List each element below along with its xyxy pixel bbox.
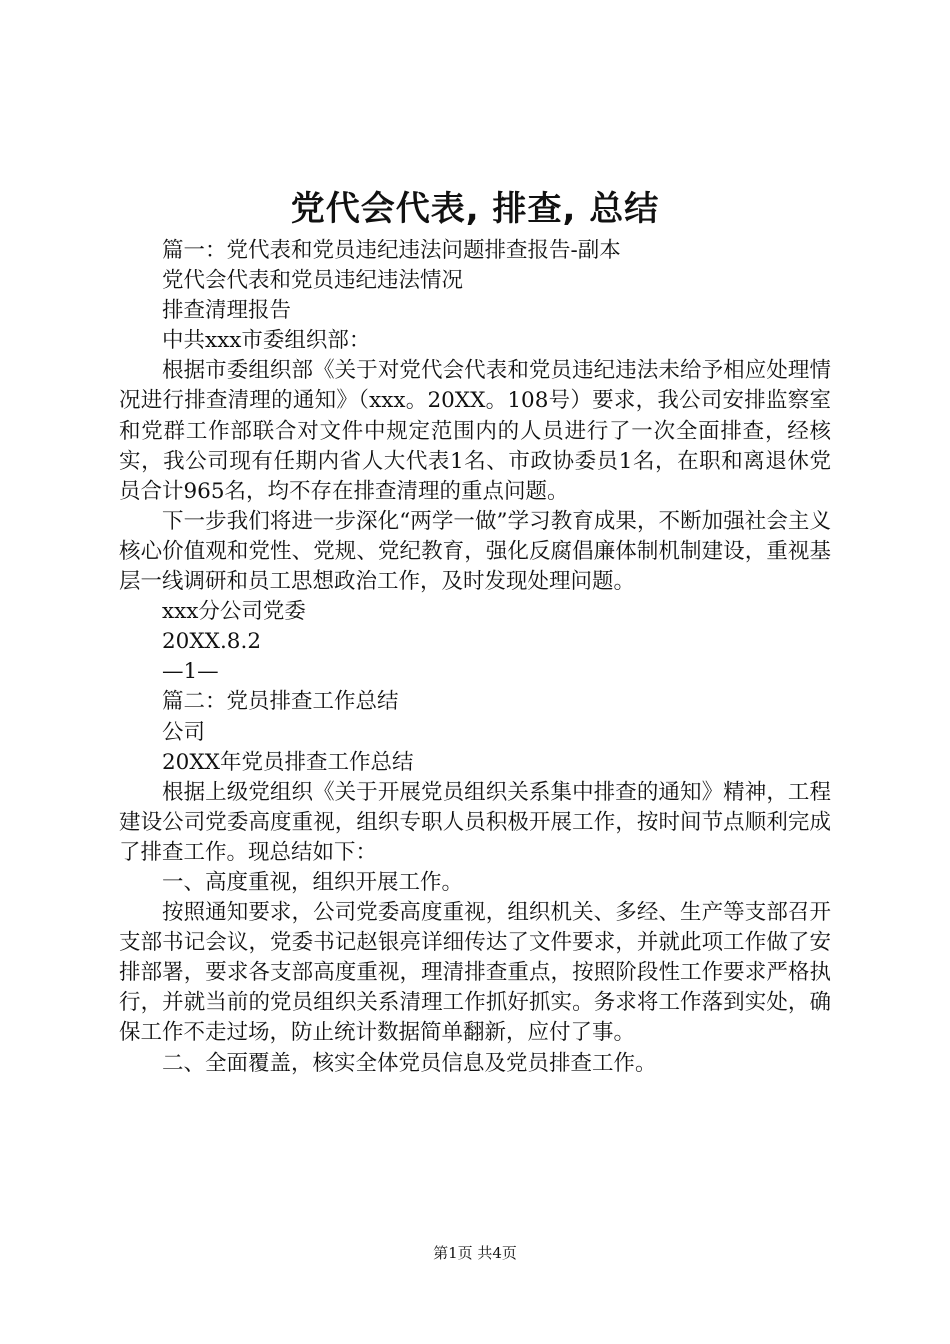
- paragraph-section-heading: 二、全面覆盖，核实全体党员信息及党员排查工作。: [162, 1050, 657, 1076]
- paragraph-summary-title: 20XX年党员排查工作总结: [162, 749, 414, 775]
- paragraph-signature: xxx分公司党委: [162, 599, 306, 625]
- paragraph-section-heading: 一、高度重视，组织开展工作。: [162, 869, 464, 895]
- paragraph-heading-part-two: 篇二：党员排查工作总结: [162, 689, 399, 715]
- document-title: 党代会代表, 排查, 总结: [290, 189, 660, 229]
- paragraph-company: 公司: [162, 719, 206, 745]
- paragraph-heading-part-one: 篇一：党代表和党员违纪违法问题排查报告-副本: [162, 238, 621, 263]
- paragraph-report-title-line2: 排查清理报告: [162, 298, 292, 324]
- paragraph-date: 20XX.8.2: [162, 629, 261, 655]
- paragraph-report-title-line1: 党代会代表和党员违纪违法情况: [162, 268, 464, 294]
- paragraph-addressee: 中共xxx市委组织部：: [162, 328, 371, 354]
- document-body: [119, 236, 831, 1079]
- paragraph-body: 根据市委组织部《关于对党代会代表和党员违纪违法未给予相应处理情况进行排查清理的通知》（xxx。20XX。108号）要求，我公司安排监察室和党群工作部联合对文件中规定范围内的人员进行了一次全面排查，经核实，我公司现有任期内省人大代表1名、市政协委员1名，在职和离退休党员合计965名，均不存在排查清理的重点问题。: [119, 358, 831, 504]
- paragraph-body: 按照通知要求，公司党委高度重视，组织机关、多经、生产等支部召开支部书记会议，党委书记赵银亮详细传达了文件要求，并就此项工作做了安排部署，要求各支部高度重视，理清排查重点，按照阶段性工作要求严格执行，并就当前的党员组织关系清理工作抓好抓实。务求将工作落到实处，确保工作不走过场，防止统计数据简单翻新，应付了事。: [119, 900, 831, 1046]
- page-number-footer: 第1页 共4页: [433, 1244, 517, 1262]
- paragraph-body: 根据上级党组织《关于开展党员组织关系集中排查的通知》精神，工程建设公司党委高度重视，组织专职人员积极开展工作，按时间节点顺利完成了排查工作。现总结如下：: [119, 779, 831, 865]
- paragraph-page-mark: —1—: [162, 659, 219, 685]
- paragraph-body: 下一步我们将进一步深化“两学一做”学习教育成果，不断加强社会主义核心价值观和党性、党规、党纪教育，强化反腐倡廉体制机制建设，重视基层一线调研和员工思想政治工作，及时发现处理问题。: [119, 508, 831, 595]
